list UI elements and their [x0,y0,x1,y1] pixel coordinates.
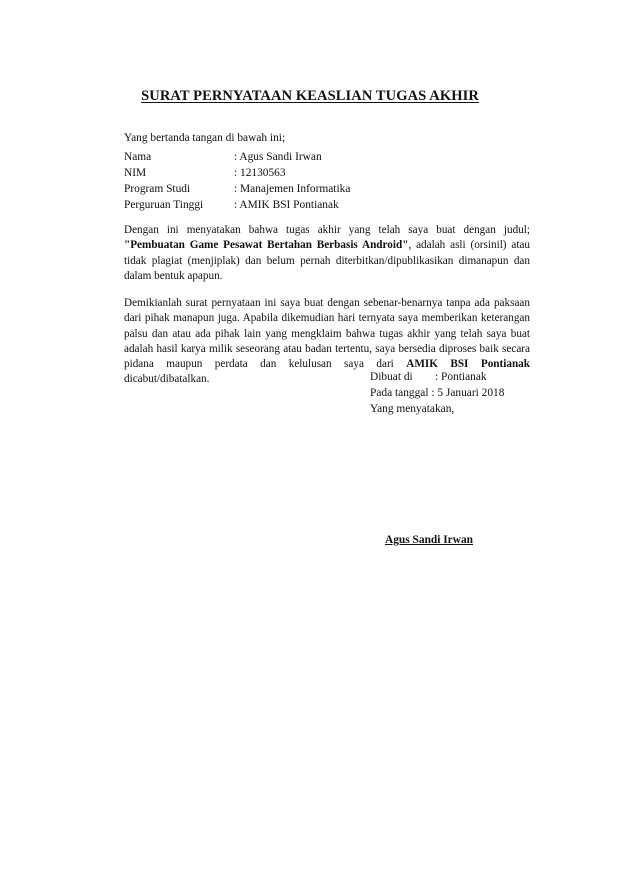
field-label: Perguruan Tinggi [124,199,204,211]
field-value: : AMIK BSI Pontianak [234,199,339,211]
signature-block [370,369,504,417]
identity-fields [124,149,350,213]
field-label: NIM [124,167,147,179]
paragraph-text: , adalah asli (orsinil) atau tidak plagiat (menjiplak) dan belum pernah diterbitkan/dipublikasikan dimanapun dan dalam bentuk apapun. [124,239,531,282]
signer-name: Agus Sandi Irwan [385,534,473,546]
field-row-program-studi [124,181,350,197]
place-row [370,369,504,385]
field-label: Nama [124,151,152,163]
field-row-name [124,149,350,165]
paragraph-text: Dengan ini menyatakan bahwa tugas akhir yang telah saya buat dengan judul; [124,224,530,236]
document-title: SURAT PERNYATAAN KEASLIAN TUGAS AKHIR [141,88,479,104]
field-value: : Agus Sandi Irwan [234,151,322,163]
date-line: Pada tanggal : 5 Januari 2018 [370,387,505,399]
closing-text: Yang menyatakan, [370,403,455,415]
intro-text: Yang bertanda tangan di bawah ini; [124,132,286,144]
place-value: : Pontianak [435,371,487,383]
field-row-nim [124,165,350,181]
institution-name: AMIK BSI Pontianak [406,358,530,371]
field-value: : 12130563 [234,167,286,179]
place-label: Dibuat di [370,371,413,383]
paragraph-text: Demikianlah surat pernyataan ini saya buat dengan sebenar-benarnya tanpa ada paksaan dari pihak manapun juga. Apabila dikemudian hari ternyata saya memberikan keterangan palsu dan atau ada pihak lain yang mengklaim bahwa tugas akhir yang telah saya buat adalah hasil karya milik seseorang atau badan tertentu, saya bersedia diproses baik secara pidana maupun perdata dan kelulusan saya dari [124,297,530,371]
thesis-title: "Pembuatan Game Pesawat Bertahan Berbasis Android" [124,239,409,252]
statement-paragraph [124,223,530,284]
field-label: Program Studi [124,183,191,195]
field-row-perguruan-tinggi [124,197,350,213]
field-value: : Manajemen Informatika [234,183,351,195]
paragraph-text: dicabut/dibatalkan. [124,373,210,386]
